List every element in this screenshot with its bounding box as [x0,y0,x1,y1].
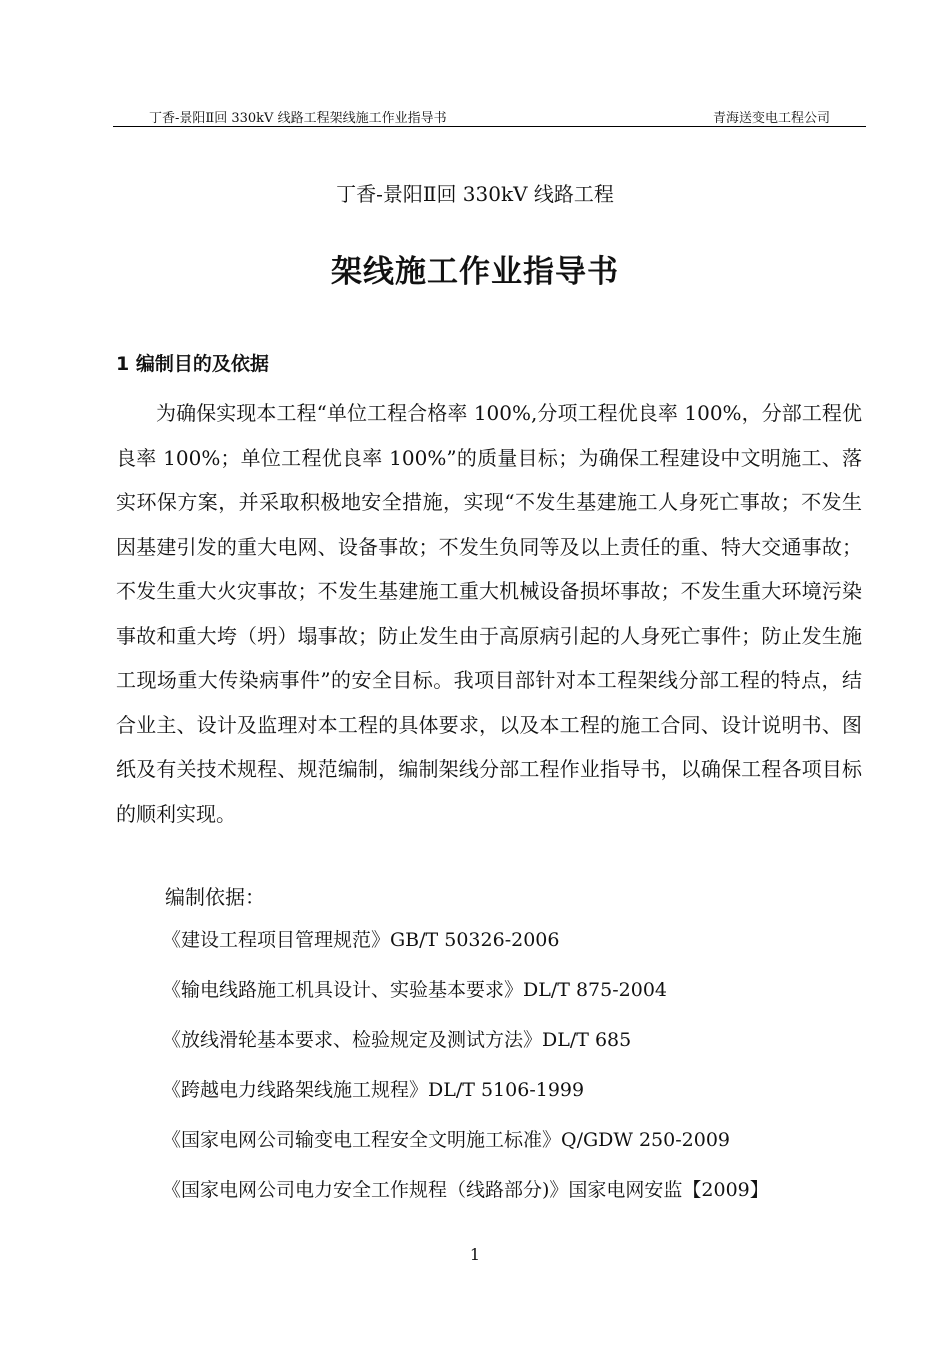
reference-item: 《国家电网公司输变电工程安全文明施工标准》Q/GDW 250-2009 [162,1129,730,1151]
reference-item: 《跨越电力线路架线施工规程》DL/T 5106-1999 [162,1079,585,1101]
document-subtitle: 丁香-景阳Ⅱ回 330kV 线路工程 [336,182,614,206]
document-title: 架线施工作业指导书 [331,254,619,290]
reference-list [162,922,872,1222]
page-header [113,104,866,127]
reference-item: 《国家电网公司电力安全工作规程（线路部分)》国家电网安监【2009】 [162,1179,769,1201]
section-heading: 1 编制目的及依据 [116,353,269,375]
basis-label: 编制依据： [165,885,265,909]
reference-item: 《输电线路施工机具设计、实验基本要求》DL/T 875-2004 [162,979,668,1001]
header-document-title: 丁香-景阳Ⅱ回 330kV 线路工程架线施工作业指导书 [149,111,447,126]
page-number: 1 [469,1245,481,1264]
reference-item: 《建设工程项目管理规范》GB/T 50326-2006 [162,929,560,951]
header-company-name: 青海送变电工程公司 [712,111,830,126]
reference-item: 《放线滑轮基本要求、检验规定及测试方法》DL/T 685 [162,1029,632,1051]
body-paragraph: 为确保实现本工程“单位工程合格率 100%,分项工程优良率 100%，分部工程优良率 100%；单位工程优良率 100%”的质量目标；为确保工程建设中文明施工、落实环保方案，并采取积极地安全措施，实现“不发生基建施工人身死亡事故；不发生因基建引发的重大电网、设备事故；不发生负同等及以上责任的重、特大交通事故；不发生重大火灾事故；不发生基建施工重大机械设备损坏事故；不发生重大环境污染事故和重大垮（坍）塌事故；防止发生由于高原病引起的人身死亡事件；防止发生施工现场重大传染病事件”的安全目标。我项目部针对本工程架线分部工程的特点，结合业主、设计及监理对本工程的具体要求，以及本工程的施工合同、设计说明书、图纸及有关技术规程、规范编制，编制架线分部工程作业指导书，以确保工程各项目标的顺利实现。 [116,401,862,826]
